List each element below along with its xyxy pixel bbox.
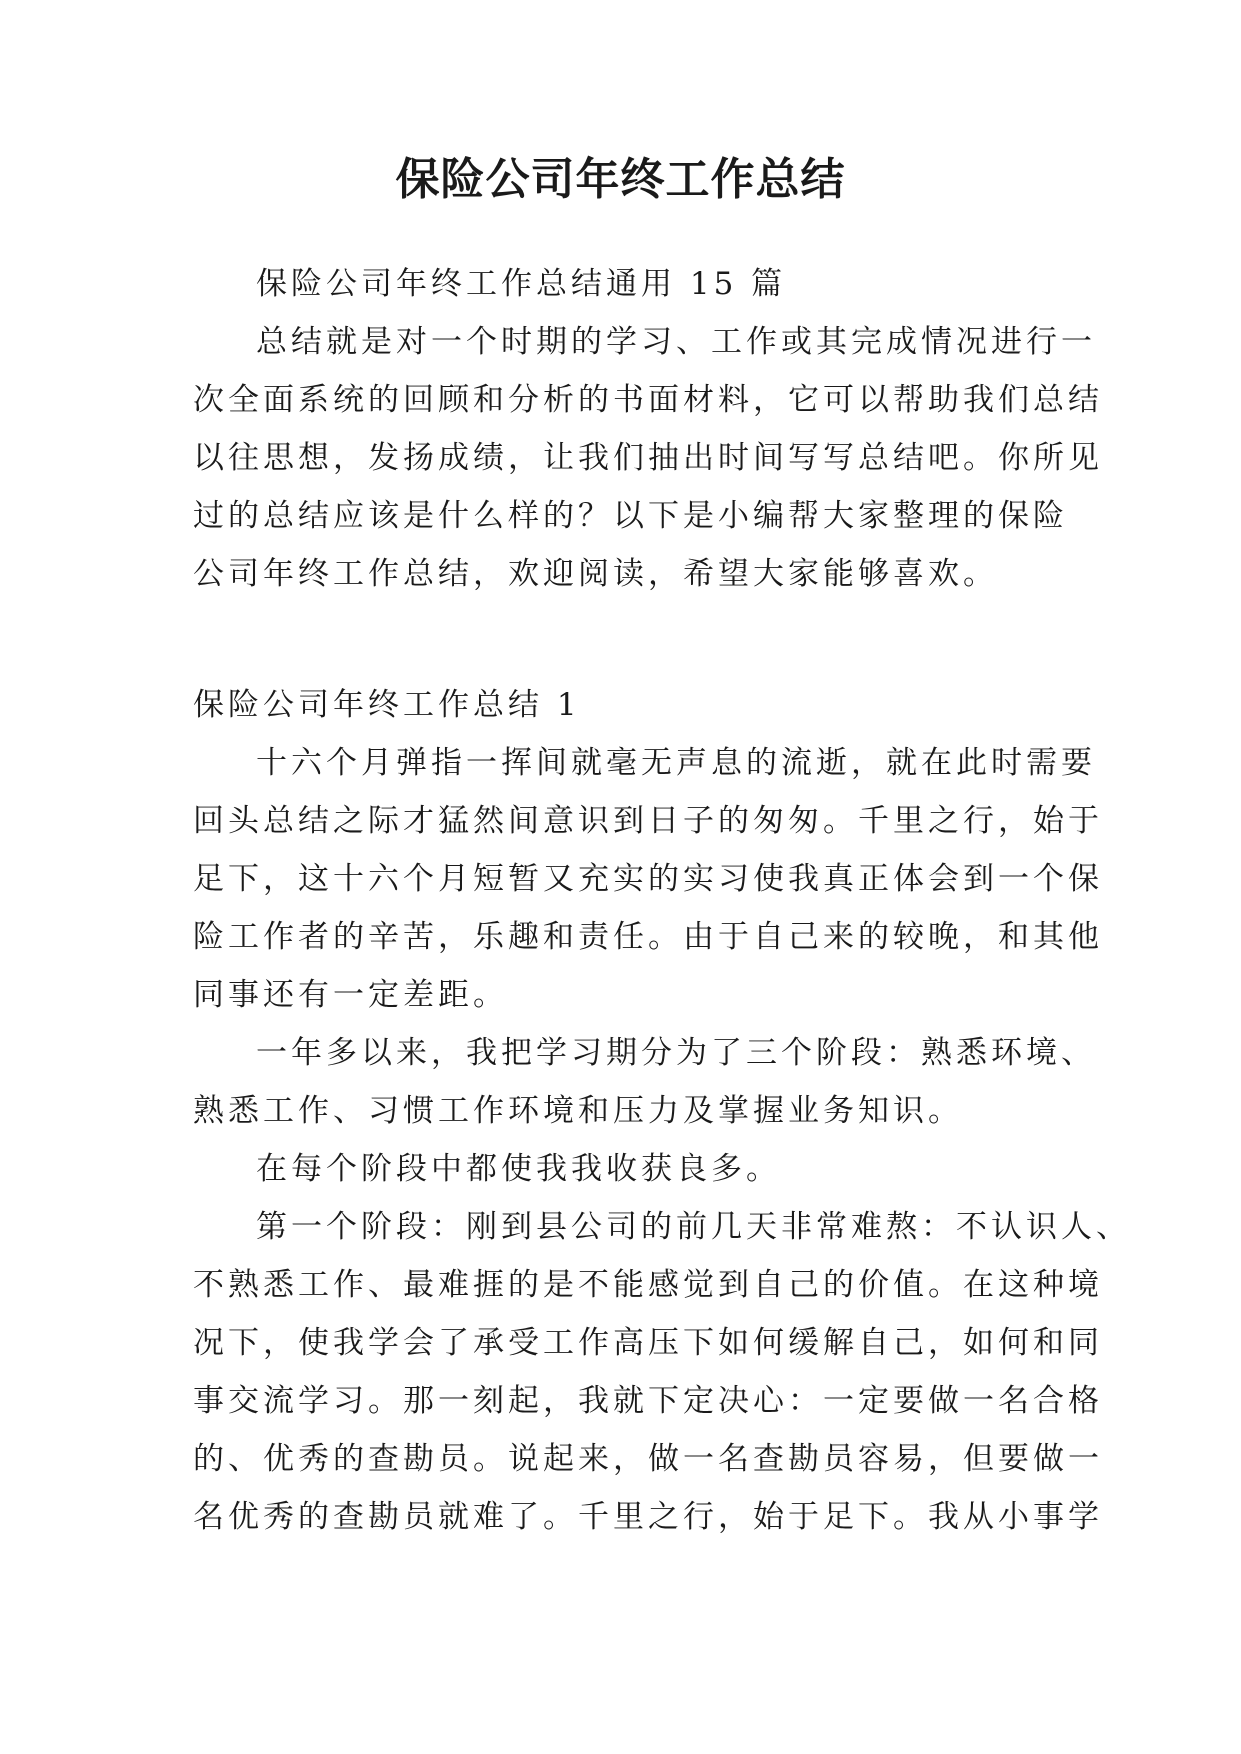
body-line-5: 同事还有一定差距。 (193, 977, 508, 1013)
intro-line-3: 以往思想，发扬成绩，让我们抽出时间写写总结吧。你所见 (193, 440, 1103, 476)
body-line-12: 事交流学习。那一刻起，我就下定决心：一定要做一名合格 (193, 1383, 1103, 1419)
body-line-14: 名优秀的查勘员就难了。千里之行，始于足下。我从小事学 (193, 1499, 1103, 1535)
intro-line-1: 总结就是对一个时期的学习、工作或其完成情况进行一 (256, 324, 1096, 360)
subtitle-line: 保险公司年终工作总结通用 15 篇 (256, 266, 787, 302)
body-line-6: 一年多以来，我把学习期分为了三个阶段：熟悉环境、 (256, 1035, 1096, 1071)
body-line-9: 第一个阶段：刚到县公司的前几天非常难熬：不认识人、 (256, 1209, 1131, 1245)
body-line-3: 足下，这十六个月短暂又充实的实习使我真正体会到一个保 (193, 861, 1103, 897)
body-line-2: 回头总结之际才猛然间意识到日子的匆匆。千里之行，始于 (193, 803, 1103, 839)
intro-line-4: 过的总结应该是什么样的？以下是小编帮大家整理的保险 (193, 498, 1068, 534)
body-line-8: 在每个阶段中都使我我收获良多。 (256, 1151, 781, 1187)
intro-line-5: 公司年终工作总结，欢迎阅读，希望大家能够喜欢。 (193, 556, 998, 592)
intro-line-2: 次全面系统的回顾和分析的书面材料，它可以帮助我们总结 (193, 382, 1103, 418)
section-heading-1: 保险公司年终工作总结 1 (193, 687, 581, 723)
body-line-1: 十六个月弹指一挥间就毫无声息的流逝，就在此时需要 (256, 745, 1096, 781)
document-title: 保险公司年终工作总结 (395, 154, 846, 205)
body-line-11: 况下，使我学会了承受工作高压下如何缓解自己，如何和同 (193, 1325, 1103, 1361)
body-line-13: 的、优秀的查勘员。说起来，做一名查勘员容易，但要做一 (193, 1441, 1103, 1477)
body-line-4: 险工作者的辛苦，乐趣和责任。由于自己来的较晚，和其他 (193, 919, 1103, 955)
body-line-7: 熟悉工作、习惯工作环境和压力及掌握业务知识。 (193, 1093, 963, 1129)
body-line-10: 不熟悉工作、最难捱的是不能感觉到自己的价值。在这种境 (193, 1267, 1103, 1303)
